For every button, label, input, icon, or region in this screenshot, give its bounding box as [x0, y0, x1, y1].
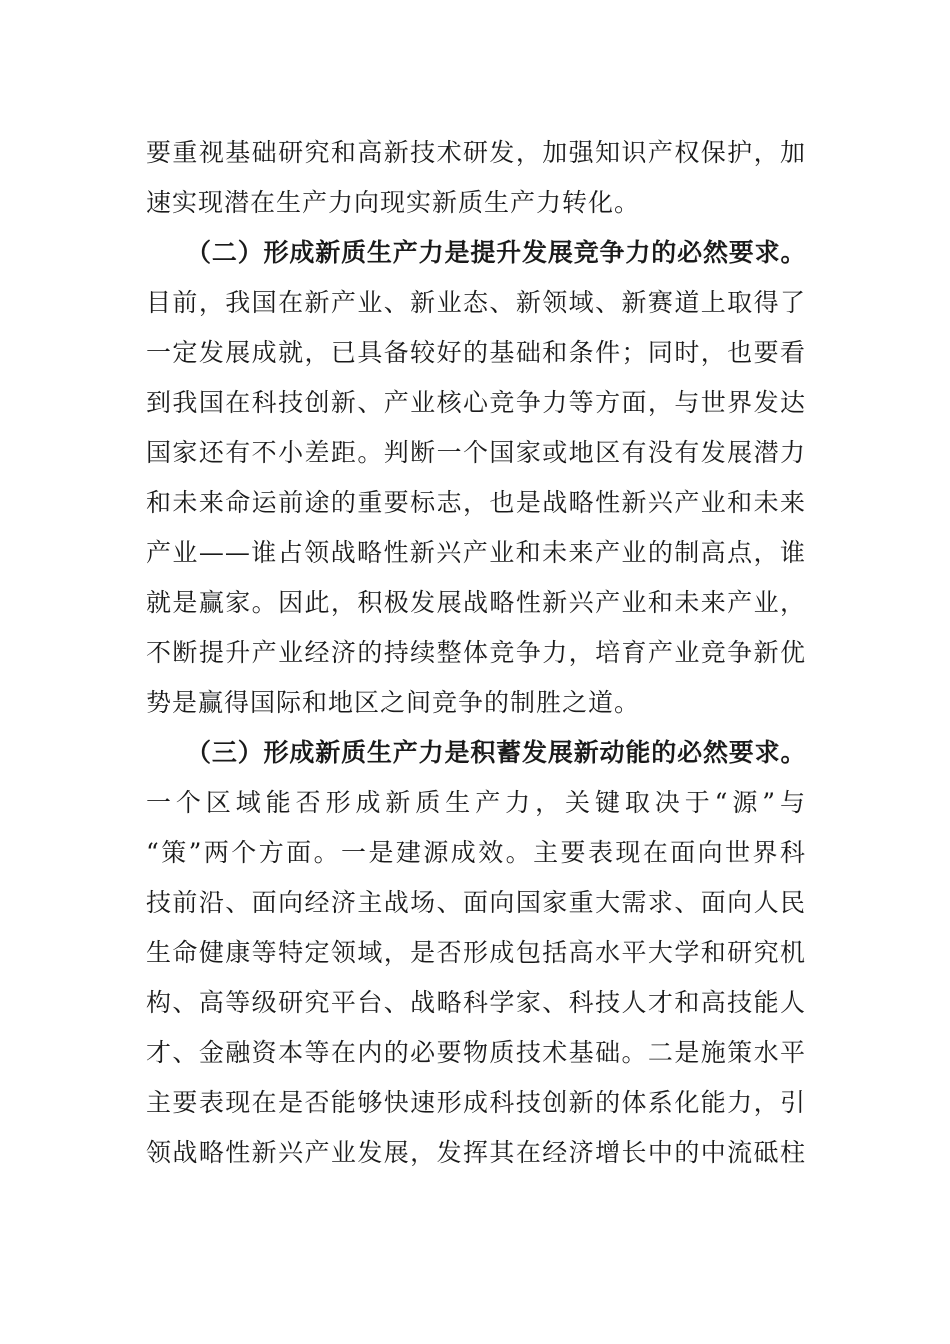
- text-line: 到我国在科技创新、产业核心竞争力等方面，与世界发达: [146, 388, 806, 417]
- text-line: 生命健康等特定领域，是否形成包括高水平大学和研究机: [146, 938, 806, 967]
- text-line: 目前，我国在新产业、新业态、新领域、新赛道上取得了: [146, 288, 806, 317]
- text-line: 构、高等级研究平台、战略科学家、科技人才和高技能人: [146, 988, 806, 1017]
- text-line: 和未来命运前途的重要标志，也是战略性新兴产业和未来: [146, 488, 806, 517]
- text-line: 领战略性新兴产业发展，发挥其在经济增长中的中流砥柱: [146, 1138, 806, 1167]
- section-heading: （三）形成新质生产力是积蓄发展新动能的必然要求。: [186, 738, 806, 767]
- text-line: 就是赢家。因此，积极发展战略性新兴产业和未来产业，: [146, 588, 806, 617]
- text-line: 产业——谁占领战略性新兴产业和未来产业的制高点，谁: [146, 538, 806, 567]
- text-line: 国家还有不小差距。判断一个国家或地区有没有发展潜力: [146, 438, 806, 467]
- text-line: 一个区域能否形成新质生产力，关键取决于“源”与: [146, 788, 806, 817]
- text-line: 主要表现在是否能够快速形成科技创新的体系化能力，引: [146, 1088, 806, 1117]
- text-line: 速实现潜在生产力向现实新质生产力转化。: [146, 188, 641, 217]
- text-line: 势是赢得国际和地区之间竞争的制胜之道。: [146, 688, 641, 717]
- text-line: 才、金融资本等在内的必要物质技术基础。二是施策水平: [146, 1038, 806, 1067]
- text-line: 一定发展成就，已具备较好的基础和条件；同时，也要看: [146, 338, 806, 367]
- text-line: “策”两个方面。一是建源成效。主要表现在面向世界科: [146, 838, 806, 867]
- text-line: 要重视基础研究和高新技术研发，加强知识产权保护，加: [146, 138, 806, 167]
- text-line: 技前沿、面向经济主战场、面向国家重大需求、面向人民: [146, 888, 806, 917]
- text-line: 不断提升产业经济的持续整体竞争力，培育产业竞争新优: [146, 638, 806, 667]
- section-heading: （二）形成新质生产力是提升发展竞争力的必然要求。: [186, 238, 806, 267]
